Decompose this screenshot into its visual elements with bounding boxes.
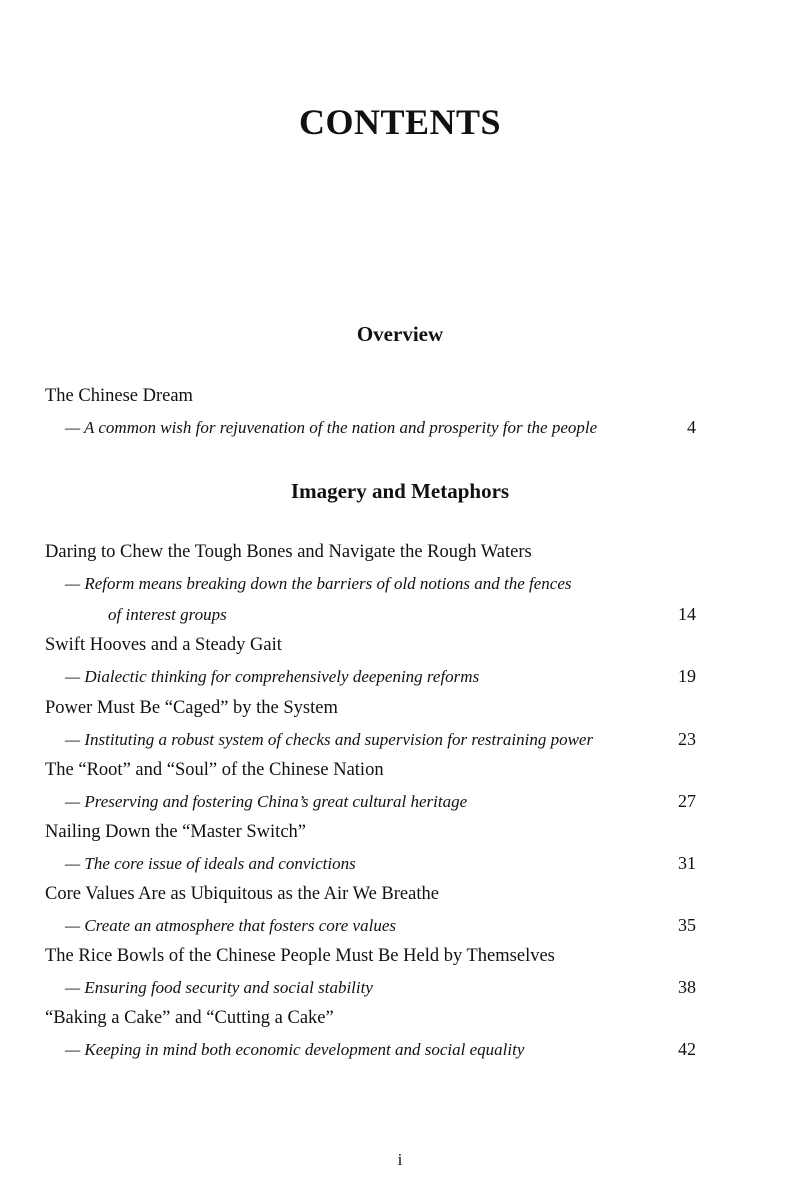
toc-page-number[interactable]: 31	[678, 853, 696, 873]
section-heading-overview: Overview	[356, 322, 444, 346]
toc-page-number[interactable]: 38	[678, 977, 696, 997]
toc-entry-title[interactable]: The Rice Bowls of the Chinese People Must Be Held by Themselves	[45, 946, 555, 966]
toc-page-number[interactable]: 35	[678, 915, 696, 935]
toc-page-number[interactable]: 27	[678, 791, 696, 811]
toc-entry-subtitle: — Preserving and fostering China’s great cultural heritage	[65, 792, 468, 811]
toc-entry-title[interactable]: Power Must Be “Caged” by the System	[45, 698, 338, 718]
toc-entry-title[interactable]: Swift Hooves and a Steady Gait	[45, 635, 282, 655]
page-folio: i	[397, 1150, 403, 1169]
toc-page-number[interactable]: 19	[678, 666, 696, 686]
toc-entry-subtitle: — The core issue of ideals and convictions	[65, 854, 356, 873]
toc-page-number[interactable]: 23	[678, 729, 696, 749]
toc-entry-subtitle: — Dialectic thinking for comprehensively deepening reforms	[65, 667, 480, 686]
toc-page-number[interactable]: 14	[678, 604, 696, 624]
page-title: CONTENTS	[298, 102, 502, 142]
toc-entry-title[interactable]: “Baking a Cake” and “Cutting a Cake”	[45, 1008, 334, 1028]
toc-entry-subtitle: — Create an atmosphere that fosters core values	[65, 916, 396, 935]
toc-entry-title[interactable]: Nailing Down the “Master Switch”	[45, 822, 306, 842]
toc-entry-subtitle-continuation: of interest groups	[108, 605, 227, 624]
toc-entry-title[interactable]: The Chinese Dream	[45, 386, 193, 406]
toc-entry-subtitle: — Reform means breaking down the barriers of old notions and the fences	[65, 574, 572, 593]
section-heading-imagery-and-metaphors: Imagery and Metaphors	[290, 479, 510, 503]
toc-entry-title[interactable]: Core Values Are as Ubiquitous as the Air We Breathe	[45, 884, 439, 904]
toc-page-number[interactable]: 4	[687, 417, 696, 437]
toc-page-number[interactable]: 42	[678, 1039, 696, 1059]
toc-entry-title[interactable]: Daring to Chew the Tough Bones and Navigate the Rough Waters	[45, 542, 532, 562]
toc-entry-subtitle: — Instituting a robust system of checks and supervision for restraining power	[65, 730, 594, 749]
toc-entry-subtitle: — A common wish for rejuvenation of the nation and prosperity for the people	[65, 418, 598, 437]
toc-entry-subtitle: — Ensuring food security and social stability	[65, 978, 373, 997]
toc-entry-subtitle: — Keeping in mind both economic development and social equality	[65, 1040, 525, 1059]
toc-entry-title[interactable]: The “Root” and “Soul” of the Chinese Nation	[45, 760, 384, 780]
